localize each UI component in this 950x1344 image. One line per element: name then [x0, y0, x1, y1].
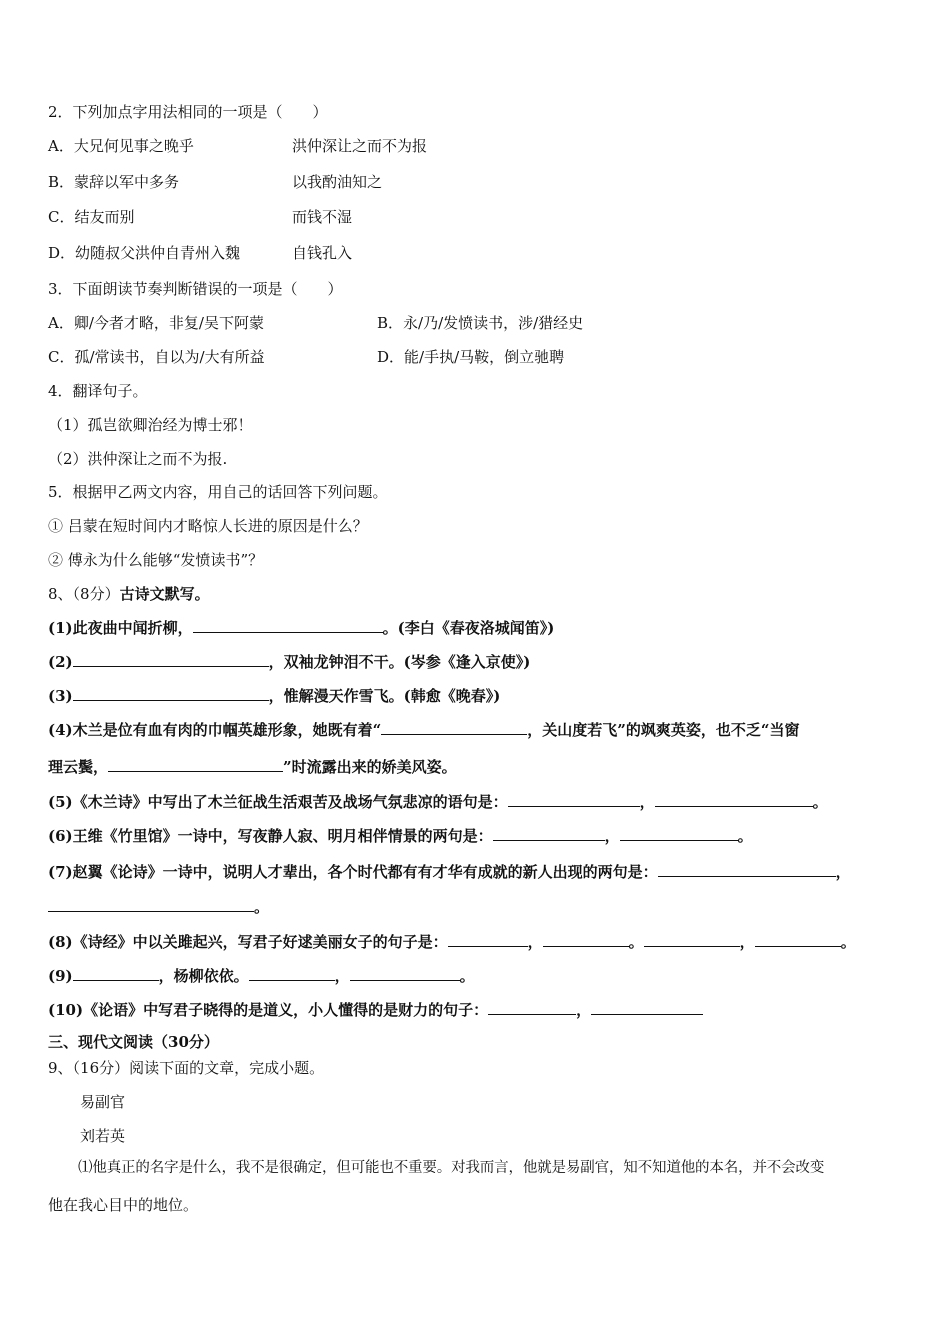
- q3-option-c: C．孤/常读书，自以为/大有所益: [48, 348, 265, 366]
- blank: [73, 651, 269, 667]
- blank: [488, 999, 576, 1015]
- article-paragraph-1-cont: 他在我心目中的地位。: [48, 1196, 199, 1214]
- q8-line-3: (3) ，惟解漫天作雪飞。(韩愈《晚春》): [48, 687, 501, 705]
- blank: [108, 756, 283, 772]
- q4-sentence-2: （2）洪仲深让之而不为报.: [48, 450, 228, 468]
- blank: [658, 861, 836, 877]
- q2-option-c-pair: 而钱不湿: [292, 208, 353, 226]
- q2-option-c: C．结友而别: [48, 208, 135, 226]
- blank: [73, 685, 269, 701]
- blank: [620, 825, 738, 841]
- blank: [755, 931, 841, 947]
- q5-sub-2: ② 傅永为什么能够“发愤读书”？: [48, 551, 264, 569]
- q8-line-2: (2) ，双袖龙钟泪不干。(岑参《逢入京使》): [48, 653, 531, 671]
- q8-line-7-cont: 。: [48, 896, 269, 917]
- article-author: 刘若英: [80, 1127, 126, 1145]
- blank: [448, 931, 528, 947]
- q2-option-a-pair: 洪仲深让之而不为报: [292, 137, 428, 155]
- blank: [543, 931, 629, 947]
- q8-line-4-cont: 理云鬓， ”时流露出来的娇美风姿。: [48, 758, 457, 776]
- q8-prefix: 8、（8分）: [48, 585, 120, 603]
- blank: [350, 965, 460, 981]
- blank: [193, 617, 383, 633]
- article-title: 易副官: [80, 1093, 126, 1111]
- q8-line-5: (5)《木兰诗》中写出了木兰征战生活艰苦及战场气氛悲凉的语句是： ， 。: [48, 793, 828, 811]
- q2-option-b: B．蒙辞以军中多务: [48, 173, 180, 191]
- q9-stem: 9、（16分）阅读下面的文章，完成小题。: [48, 1059, 325, 1077]
- q2-stem: 2．下列加点字用法相同的一项是（ ）: [48, 103, 328, 121]
- q5-stem: 5．根据甲乙两文内容，用自己的话回答下列问题。: [48, 483, 388, 501]
- blank: [644, 931, 740, 947]
- q8-line-8: (8)《诗经》中以关雎起兴，写君子好逑美丽女子的句子是： ， 。 ， 。: [48, 933, 856, 951]
- blank: [381, 719, 527, 735]
- q2-option-d: D．幼随叔父洪仲自青州入魏: [48, 244, 241, 262]
- q3-stem: 3．下面朗读节奏判断错误的一项是（ ）: [48, 280, 343, 298]
- q8-line-1: (1)此夜曲中闻折柳， 。(李白《春夜洛城闻笛》): [48, 619, 555, 637]
- q3-option-b: B．永/乃/发愤读书，涉/猎经史: [377, 314, 584, 332]
- blank: [48, 896, 254, 912]
- q2-option-a: A．大兄何见事之晚乎: [48, 137, 194, 155]
- section-3-heading: 三、现代文阅读（30分）: [48, 1033, 219, 1051]
- q4-stem: 4．翻译句子。: [48, 382, 148, 400]
- q8-title: 古诗文默写。: [119, 585, 210, 603]
- blank: [493, 825, 605, 841]
- q8-line-7: (7)赵翼《论诗》一诗中，说明人才辈出，各个时代都有有才华有成就的新人出现的两句是： ，: [48, 863, 851, 881]
- q3-option-d: D．能/手执/马鞍，倒立驰聘: [377, 348, 565, 366]
- blank: [591, 999, 703, 1015]
- q2-option-d-pair: 自钱孔入: [292, 244, 353, 262]
- blank: [249, 965, 335, 981]
- blank: [655, 791, 813, 807]
- q8-heading: [48, 584, 210, 604]
- q8-line-6: (6)王维《竹里馆》一诗中，写夜静人寂、明月相伴情景的两句是： ， 。: [48, 827, 753, 845]
- article-paragraph-1: ⑴他真正的名字是什么，我不是很确定，但可能也不重要。对我而言，他就是易副官，知不知道他的本名，并不会改变: [78, 1160, 825, 1176]
- q2-option-b-pair: 以我酌油知之: [292, 173, 383, 191]
- q5-sub-1: ① 吕蒙在短时间内才略惊人长进的原因是什么？: [48, 517, 368, 535]
- q4-sentence-1: （1）孤岂欲卿治经为博士邪！: [48, 416, 253, 434]
- q8-line-9: (9) ，杨柳依依。 ， 。: [48, 967, 475, 985]
- blank: [508, 791, 640, 807]
- q3-option-a: A．卿/今者才略，非复/吴下阿蒙: [48, 314, 264, 332]
- q8-line-10: (10)《论语》中写君子晓得的是道义，小人懂得的是财力的句子： ，: [48, 999, 703, 1020]
- blank: [73, 965, 159, 981]
- q8-line-4: (4)木兰是位有血有肉的巾帼英雄形象，她既有着“ ，关山度若飞”的飒爽英姿，也不乏“当窗: [48, 721, 800, 739]
